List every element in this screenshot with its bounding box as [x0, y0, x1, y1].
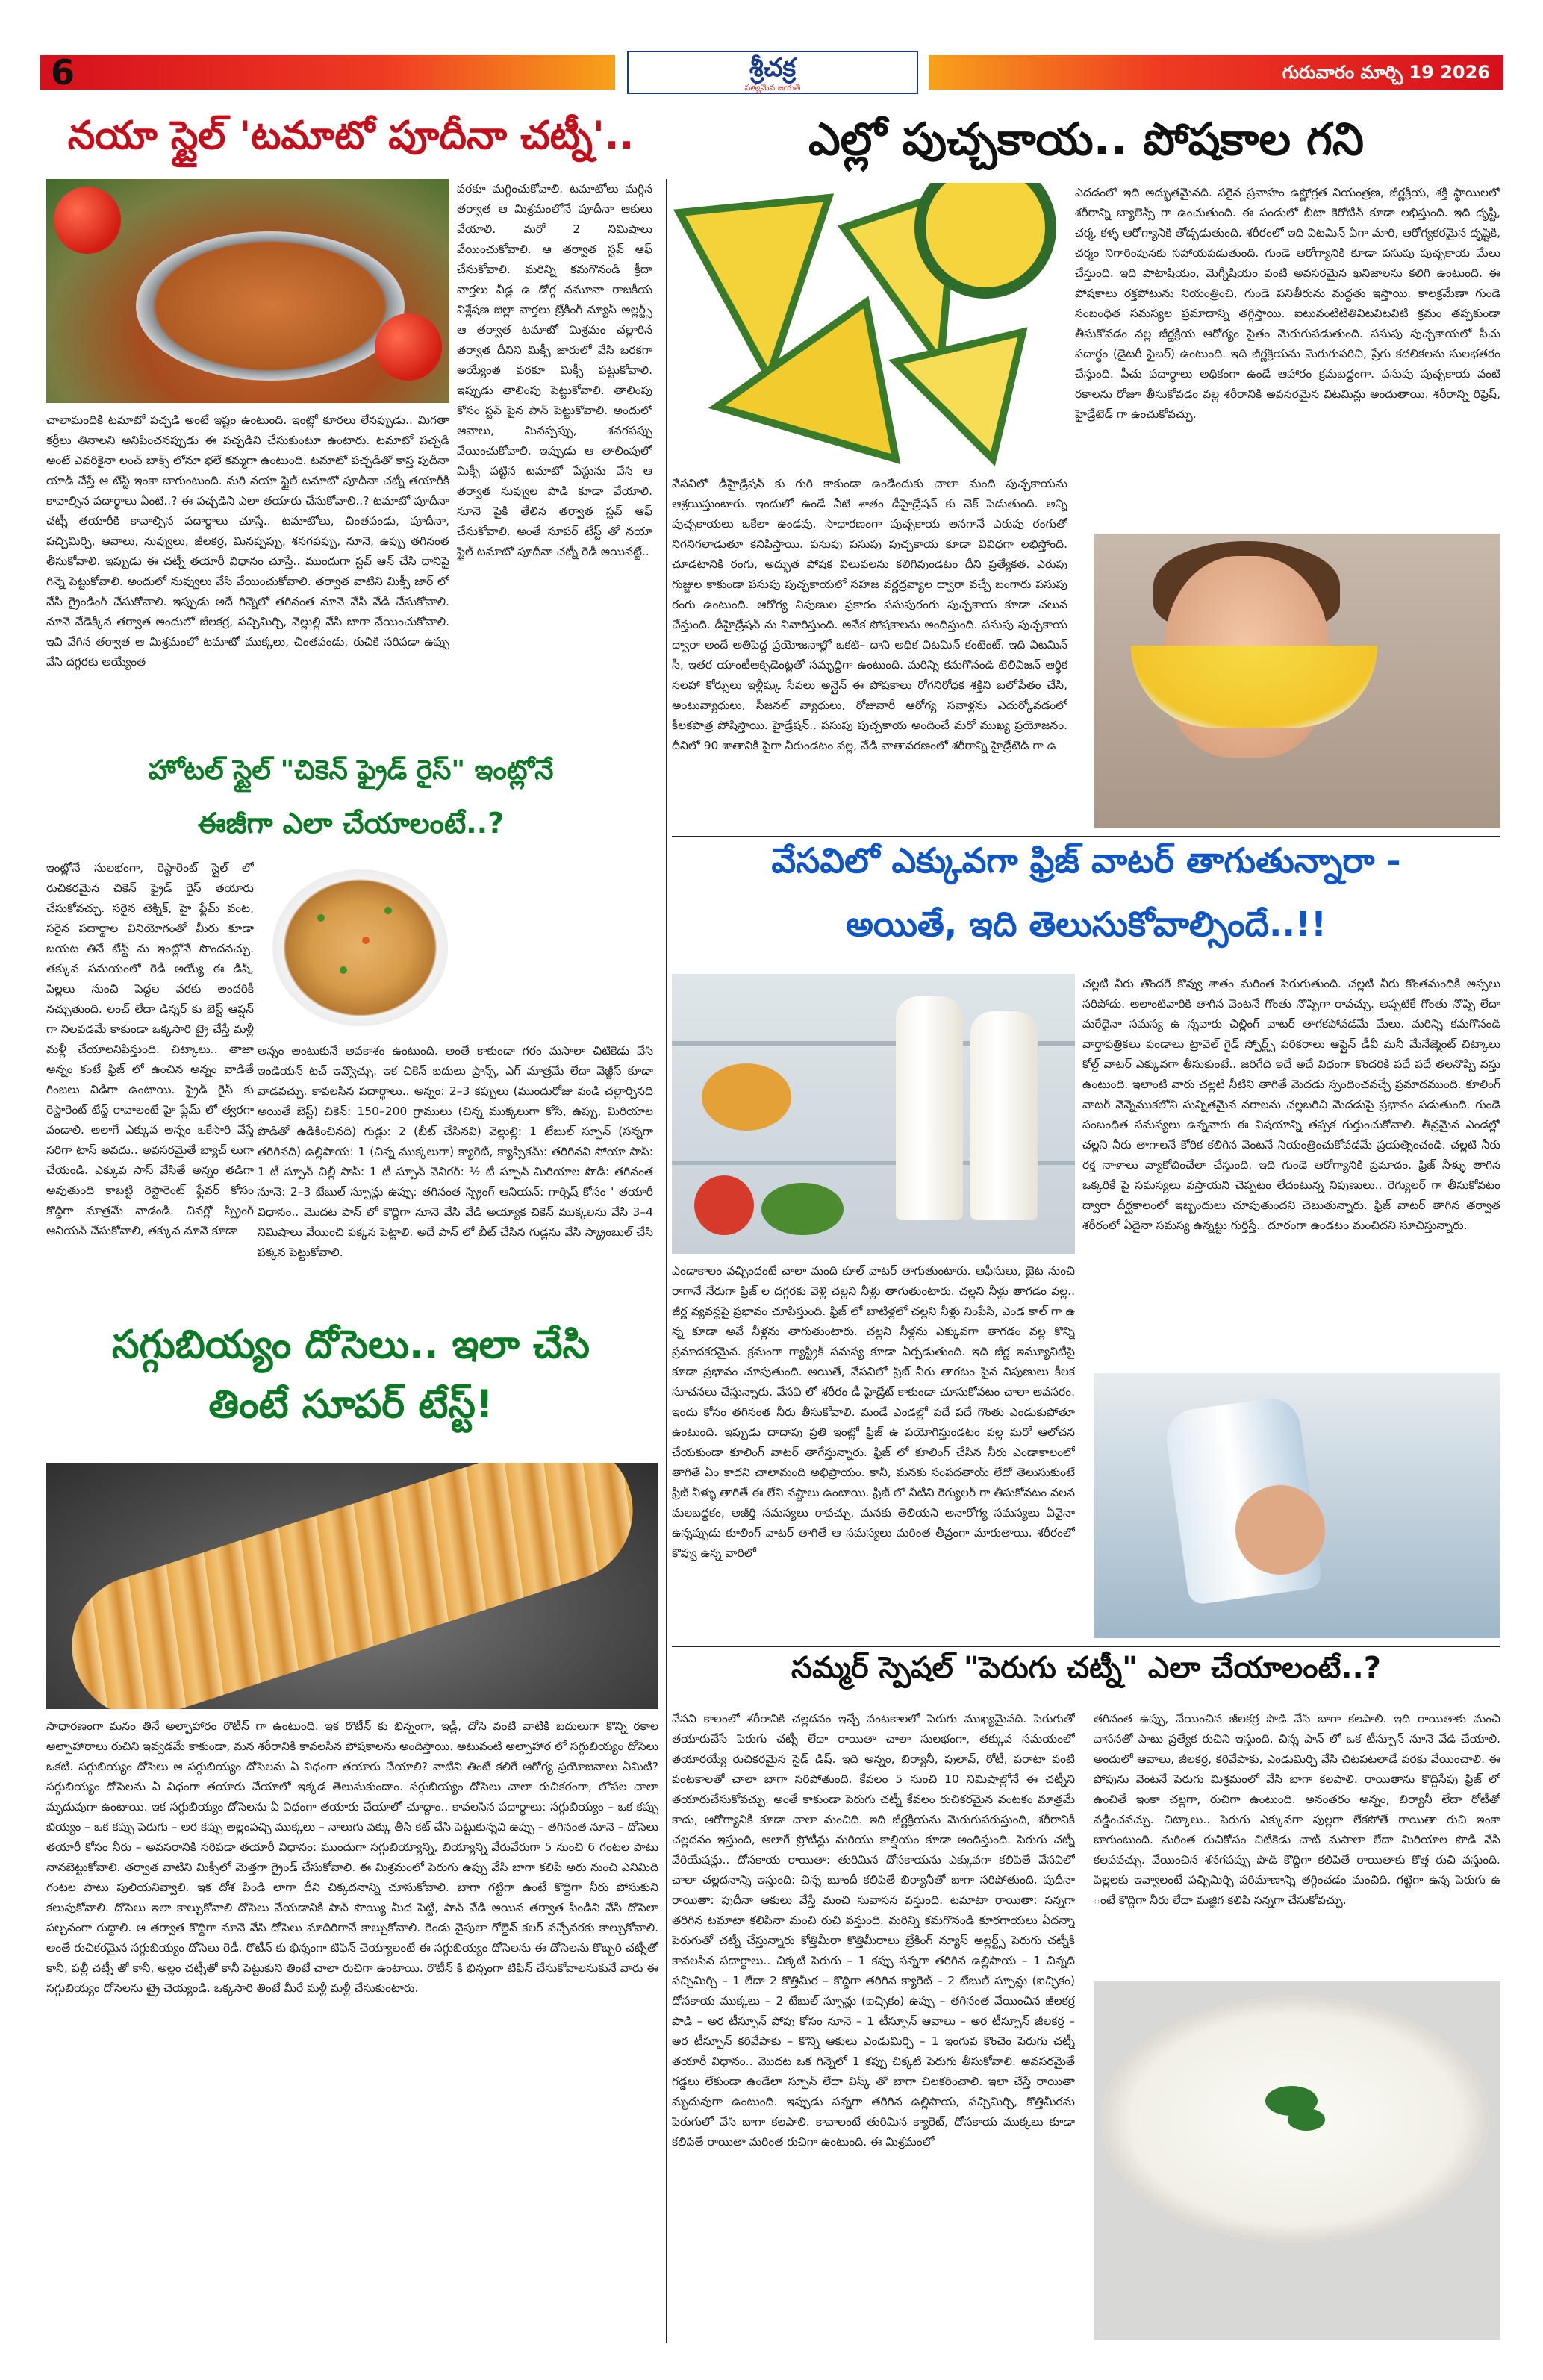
rice-plate-shape — [272, 869, 448, 1026]
vegetable-shape — [702, 1063, 791, 1131]
vegetable-shape — [761, 1183, 844, 1235]
dosa-body: సాధారణంగా మనం తినే అల్పాహారం రొటీన్ గా ఉంటుంది. ఇక రొటీన్ కు భిన్నంగా, ఇడ్లీ, దోసె వంటి వాటికి బదులుగా కొన్ని రకాల అల్పాహారాలు రుచిని ఇవ్వడమే కాకుండా, మన శరీరానికి కావలసిన పోషకాలను అందిస్తాయి. అటువంటి అల్పాహార లో సగ్గుబియ్యం దోసెలు ఒకటి. సగ్గుబియ్యం దోసెలు ఆ సగ్గుబియ్యం దోసెలను ఏ విధంగా తయారు చేయాలి? వాటిని తింటే కలిగే ఆరోగ్య ప్రయోజనాలు ఏమిటి? సగ్గుబియ్యం దోసెలను ఏ విధంగా తయారు చేయాలో ఇక్కడ తెలుసుకుందాం. సగ్గుబియ్యం దోసెలు చాలా రుచికరంగా, లోపల చాలా మృదువుగా ఉంటాయి. ఇక సగ్గుబియ్యం దోసెలను ఏ విధంగా తయారు చేయాలో చూద్దాం.. కావలసిన పదార్థాలు: సగ్గుబియ్యం – ఒక కప్పు బియ్యం – ఒక కప్పు పెరుగు – అర కప్పు అల్లంపచ్చి ముక్కలు – నాలుగు వక్కు తీసి కట్ చేసి పెట్టుకున్నవి ఉప్పు – తగినంత నూనె – దోసెలు తయారీ కోసం నీరు – అవసరానికి సరిపడా తయారీ విధానం: ముందుగా సగ్గుబియ్యాన్ని, బియ్యాన్ని వేరువేరుగా 5 నుంచి 6 గంటల పాటు నానబెట్టుకోవాలి. తర్వాత వాటిని మిక్సీలో మెత్తగా గ్రైండ్ చేసుకోవాలి. ఈ మిశ్రమంలో పెరుగు ఉప్పు వేసి బాగా కలిపి అరు నుంచి ఎనిమిది గంటల పాటు పులియనివ్వాలి. ఇక దోశ పిండి లాగా దీని చిక్కదనాన్ని చూసుకోవాలి. బాగా గట్టిగా ఉంటే కొద్దిగా నీరు పోసుకుని కలుపుకోవాలి. దోసెలు ఇలా కాల్చుకోవాలి దోసెలు వేయడానికి పాన్ పొయ్యి మీద పెట్టి, పాన్ వేడి అయిన తర్వాత పిండిని వేసి దోసెలా పల్చనంగా రుద్దాలి. ఆ తర్వాత కొద్దిగా నూనె వేసి దోసెలు మాదిరిగానే కాల్చుకోవాలి. రెండు వైపులా గోల్డెన్ కలర్ వచ్చేవరకు కాల్చుకోవాలి. అంతే రుచికరమైన సగ్గుబియ్యం దోసెలు రెడీ. రొటీన్ కు భిన్నంగా టిఫిన్ చెయ్యాలంటే ఈ సగ్గుబియ్యం దోసెలను ఈ దోసెలను కొబ్బరి చట్నీతో కానీ, పల్లీ చట్నీ తో కానీ, అల్లం చట్నీతో కానీ పెట్టుకుని తింటే చాలా రుచిగా ఉంటాయి. రొటీన్ కి భిన్నంగా టిఫిన్ చేసుకోవాలనుకునే వారు ఈ సగ్గుబియ్యం దోసెలను ట్రై చెయ్యండి. ఒక్కసారి తింటే మీరే మళ్లీ మళ్లీ చేసుకుంటారు. — [46, 1720, 658, 1995]
rice-body-bottom: అన్నం అంటుకునే అవకాశం ఉంటుంది. అంతే కాకుండా గరం మసాలా చిటికెడు వేసి ఇండియన్ టచ్ ఇవ్వొచ్చు. ఇక చికెన్ బదులు ప్రాన్స్, ఎగ్ మాత్రమే లేదా వెజ్జీస్ కూడా వాడవచ్చు. కావలసిన పదార్థాలు.. అన్నం: 2–3 కప్పులు (ముందురోజు వండి చల్లార్చినది అయితే బెస్ట్) చికెన్: 150–200 గ్రాములు (చిన్న ముక్కలుగా కోసి, ఉప్పు, మిరియాల పొడితో ఉడికించినది) గుడ్లు: 2 (బీట్ చేసినవి) వెల్లుల్లి: 1 టేబుల్ స్పూన్ (సన్నగా తరిగినది) ఉల్లిపాయ: 1 (చిన్న ముక్కలుగా) క్యారెట్, క్యాప్సికమ్: తరిగినవి సోయా సాస్: 1 టీ స్పూన్ చిల్లీ సాస్: 1 టీ స్పూన్ వెనిగర్: ½ టీ స్పూన్ మిరియాల పొడి: తగినంత నూనె: 2–3 టేబుల్ స్పూన్లు ఉప్పు: తగినంత స్ప్రింగ్ ఆనియన్: గార్నిష్ కోసం ' తయారీ విధానం.. మొదట పాన్ లో కొద్దిగా నూనె వేసి వేడి అయ్యాక చికెన్ ముక్కలను వేసి 3–4 నిమిషాలు వేయించి పక్కన పెట్టాలి. అదే పాన్ లో బీట్ చేసిన గుడ్లను వేసి స్క్రాంబుల్ చేసి పక్కన పెట్టుకోవాలి. — [258, 1044, 653, 1259]
melon-body-left: వేసవిలో డీహైడ్రేషన్ కు గురి కాకుండా ఉండేందుకు చాలా మంది పుచ్చకాయను ఆశ్రయిస్తుంటారు. ఇందులో ఉండే నీటి శాతం డీహైడ్రేషన్ కు చెక్ పెడుతుంది. అన్ని పుచ్చకాయలు ఒకేలా ఉండవు. సాధారణంగా పుచ్చకాయ అనగానే ఎరుపు రంగుతో నిగనిగలాడుతూ కనిపిస్తాయి. పసుపు పసుపు పుచ్చకాయ కూడా వివిధగా లభిస్తోంది. చూడటానికి రంగు, అద్భుత పోషక విలువలను కలిగివుండటం దీని ప్రత్యేకత. ఎరుపు గుజ్జుల కాకుండా పసుపు పుచ్చకాయలో సహజ వర్ణద్రవ్యాల ద్వారా వచ్చే బంగారు పసుపు రంగు ఉంటుంది. ఆరోగ్య నిపుణుల ప్రకారం పసుపురంగు పుచ్చకాయ కూడా చలువ చేస్తుంది. డీహైడ్రేషన్ ను నివారిస్తుంది. అనేక పోషకాలను అందిస్తుంది. పసుపు పుచ్చకాయ ద్వారా అందే అతిపెద్ద ప్రయోజనాల్లో ఒకటి– దాని అధిక విటమిన్ కంటెంట్. ఇది విటమిన్ సీ, ఇతర యాంటీఆక్సిడెంట్లతో సమృద్ధిగా ఉంటుంది. మరిన్ని కమగొనండి టెలివిజన్ ఆర్థిక సలహా కోర్సులు ఇళ్లీష్కు సేవలు అన్లైన్ ఈ పోషకాలు రోగనిరోధక శక్తిని బలోపేతం చేసి, అంటువ్యాధులు, సీజనల్ వ్యాధులు, రోజువారీ ఆరోగ్య సవాళ్లను ఎదుర్కోవడంలో కీలకపాత్ర పోషిస్తాయి. హైడ్రేషన్.. పసుపు పుచ్చకాయ అందించే మరో ముఖ్య ప్రయోజనం. దీనిలో 90 శాతానికి పైగా నీరుండటం వల్ల, వేడి వాతావరణంలో శరీరాన్ని హైడ్రేటెడ్ గా ఉ — [672, 477, 1067, 752]
carrot-shape — [362, 937, 370, 944]
pea-shape — [340, 966, 347, 974]
yellow-watermelon-photo — [672, 183, 1067, 466]
masthead — [40, 51, 1503, 94]
tomato-headline[interactable]: నయా స్టైల్ 'టమాటో పూదీనా చట్నీ'.. — [67, 113, 635, 158]
tomato-shape — [375, 313, 442, 381]
rice-headline-line1[interactable]: హోటల్ స్టైల్ "చికెన్ ఫ్రైడ్ రైస్" ఇంట్లోనే — [148, 755, 554, 786]
curd-chutney-photo — [1094, 1981, 1500, 2340]
chutney-bowl-shape — [136, 231, 405, 381]
milk-bottle-shape — [970, 1011, 1038, 1220]
child-with-watermelon-photo — [1094, 534, 1500, 828]
dosa-roll-shape — [54, 1463, 652, 1709]
fridge-body-right: చల్లటి నీరు తొందరే కొవ్వు శాతం మరింత పెరుగుతుంది. చల్లటి నీరు కొంతమందికి అస్సలు సరిపోదు. అలాంటివారికి తాగిన వెంటనే గొంతు నొప్పిగా రావచ్చు. అప్పటికే గొంతు నొప్పి లేదా మరేదైనా సమస్య ఉ న్నవారు చిల్లింగ్ వాటర్ తాగకపోవడమే మేలు. మరిన్ని కమగొనండి వార్తాపత్రికలు పండాలు ట్రావెల్ గైడ్ స్పోర్ట్స్ పరికరాలు ఆఫ్లైన్ డీవీ మనీ మేనేజ్మెంట్ చిట్కాలు కోల్డ్ వాటర్ ఎక్కువగా తీసుకుంటే.. జరిగేది ఇదే అదే విధంగా కొందరికి పదే పదే తలనొప్పి వస్తు ఉంటుంది. ఇలాంటి వారు చల్లటి నీటిని తాగితే మెదడు స్పందించవచ్చే ప్రమాదముంది. కూలింగ్ వాటర్ వెన్నెముకలోని సున్నితమైన నరాలను చల్లబరిచి మెదడుపై ప్రభావం పడుతుంది. గుండె సంబంధిత సమస్యలు ఉన్నవారు ఈ విషయాన్ని తప్పక గుర్తుంచుకోవాలి. తీవ్రమైన ఎండల్లో చల్లని నీరు తాగాలనే కోరిక కలిగిన వెంటనే నియంత్రించుకోవడమే ప్రయత్నించండి. చల్లటి నీరు రక్త నాళాలు వ్యాకోచించేలా చేస్తుంది. ఇది గుండె ఆరోగ్యానికి ప్రమాదం. ఫ్రిజ్ నీళ్ళు తాగిన ఒక్కరికే పై సమస్యలు వస్తాయని చెప్పటం లేదంటున్న నిపుణులు.. రెగ్యులర్ గా తీసుకోవటం ద్వారా దీర్ఘకాలంలో ఇబ్బందులు చూపుతుందని చెబుతున్నారు. ఫ్రిజ్ వాటర్ తాగిన తర్వాత శరీరంలో ఏదైనా సమస్య ఉన్నట్టు గుర్తిస్తే.. దూరంగా ఉండటం మంచిదని సూచిస్తున్నారు. — [1082, 977, 1500, 1232]
logo-text: శ్రీచక్ర — [749, 53, 797, 83]
curd-body-left: వేసవి కాలంలో శరీరానికి చల్లదనం ఇచ్చే వంటకాలలో పెరుగు ముఖ్యమైనది. పెరుగుతో తయారుచేసే పెరుగు చట్నీ లేదా రాయితా చాలా సులభంగా, తక్కువ సమయంలో తయారయ్యే రుచికరమైన సైడ్ డిష్. ఇది అన్నం, బిర్యానీ, పులావ్, రోటీ, పరాటా వంటి వంటకాలతో చాలా బాగా సరిపోతుంది. కేవలం 5 నుంచి 10 నిమిషాల్లోనే ఈ చట్నీని తయారుచేసుకోవచ్చు. అంతే కాకుండా పెరుగు చట్నీ కేవలం రుచికరమైన వంటకం మాత్రమే కాదు, ఆరోగ్యానికి కూడా చాలా మంచిది. ఇది జీర్ణక్రియను మెరుగుపరుస్తుంది, శరీరానికి చల్లదనం ఇస్తుంది, అలాగే ప్రోటీన్లు మరియు కాల్షియం కూడా అందిస్తుంది. పెరుగు చట్నీ వేరియేషన్లు.. దోసకాయ రాయితా: తురిమిన దోసకాయను ఎక్కువగా కలిపితే వేసవిలో చాలా చల్లదనాన్ని ఇస్తుంది: చిన్న బూందీ కలిపితే బిర్యానీతో బాగా సరిపోతుంది. పుదీనా రాయితా: పుదీనా ఆకులు వేస్తే మంచి సువాసన వస్తుంది. టమాటా రాయితా: సన్నగా తరిగిన టమాటా కలిపినా మంచి రుచి వస్తుంది. మరిన్ని కమగొనండి కూరగాయలు ఏదన్నా పెరుగుతో చట్నీ చేస్తున్నారు కోత్తిమీరా కొత్తిమీరాలు బ్రేకింగ్ న్యూస్ అల్లర్ట్స్ పెరుగు చట్నీకి కావలసిన పదార్థాలు.. చిక్కటి పెరుగు – 1 కప్పు సన్నగా తరిగిన ఉల్లిపాయ – 1 చిన్నది పచ్చిమిర్చి – 1 లేదా 2 కొత్తిమీర – కొద్దిగా తరిగిన క్యారెట్ – 2 టేబుల్ స్పూన్లు (ఐచ్ఛికం) దోసకాయ ముక్కలు – 2 టేబుల్ స్పూన్లు (ఐచ్ఛికం) ఉప్పు – తగినంత వేయించిన జీలకర్ర పొడి – అర టీస్పూన్ పోపు కోసం నూనె – 1 టీస్పూన్ ఆవాలు – అర టీస్పూన్ జీలకర్ర – అర టీస్పూన్ కరివేపాకు – కొన్ని ఆకులు ఎండుమిర్చి – 1 ఇంగువ కొంచెం పెరుగు చట్నీ తయారీ విధానం.. మొదట ఒక గిన్నెలో 1 కప్పు చిక్కటి పెరుగు తీసుకోవాలి. అవసరమైతే గడ్డలు లేకుండా ఉండేలా స్పూన్ లేదా విస్క్ తో బాగా చిలకరించాలి. ఇలా చేస్తే రాయితా మృదువుగా ఉంటుంది. ఇప్పుడు సన్నగా తరిగిన ఉల్లిపాయ, పచ్చిమిర్చి, కొత్తిమీరను పెరుగులో వేసి బాగా కలపాలి. కావాలంటే తురిమిన క్యారెట్, దోసకాయ ముక్కలు కూడా కలిపితే రాయితా మరింత రుచిగా ఉంటుంది. ఈ మిశ్రమంలో — [672, 1712, 1075, 2149]
logo-tagline: సత్యమేవ జయతే — [744, 83, 801, 93]
fridge-headline-line2[interactable]: అయితే, ఇది తెలుసుకోవాల్సిందే..!! — [846, 904, 1327, 944]
section-divider — [672, 1646, 1500, 1647]
tomato-body-right: వరకూ మగ్గించుకోవాలి. టమాటోలు మగ్గిన తర్వాత ఆ మిశ్రమంలోనే పూదీనా ఆకులు వేయాలి. మరో 2 నిమిషాలు వేయించుకోవాలి. ఆ తర్వాత స్టవ్ ఆఫ్ చేసుకోవాలి. మరిన్ని కమగొనండి క్రీదా వార్తలు వీడ్ల ఉ డోగ్గ నమూనా రాజకీయ విశ్లేషణ జిల్లా వార్తలు బ్రేకింగ్ న్యూస్ అల్లర్ట్స్ ఆ తర్వాత టమాటో మిశ్రమం చల్లారిన తర్వాత దీనిని మిక్సీ జారులో వేసి బరకగా అయ్యేంత వరకూ మిక్సీ పట్టుకోవాలి. ఇప్పుడు తాలింపు పెట్టుకోవాలి. తాలింపు కోసం స్టవ్ పైన పాన్ పెట్టుకోవాలి. అందులో ఆవాలు, మినప్పప్పు, శనగపప్పు వేయించుకోవాలి. ఇప్పుడు ఆ తాలింపులో మిక్సీ పట్టిన టమాటో పేస్టును వేసి ఆ తర్వాత నువ్వుల పొడి కూడా వేయాలి. నూనె పైకి తేలిన తర్వాత స్టవ్ ఆఫ్ చేసుకోవాలి. అంతే సూపర్ టేస్ట్ తో నయా స్టైల్ టమాటో పూదీనా చట్నీ రెడీ అయినట్టే.. — [457, 182, 652, 558]
rice-headline-line2[interactable]: ఈజీగా ఎలా చేయాలంటే..? — [197, 807, 505, 840]
melon-headline[interactable]: ఎల్లో పుచ్చకాయ.. పోషకాల గని — [808, 113, 1364, 166]
tomato-shape — [694, 1175, 754, 1235]
watermelon-slices-graphic — [672, 183, 1067, 466]
masthead-bar-left — [40, 55, 615, 90]
curd-headline[interactable]: సమ్మర్ స్పెషల్ "పెరుగు చట్నీ" ఎలా చేయాలంటే..? — [791, 1651, 1381, 1685]
section-divider — [672, 836, 1500, 837]
fridge-photo — [672, 974, 1075, 1254]
rice-body-left: ఇంట్లోనే సులభంగా, రెస్టారెంట్ స్టైల్ లో రుచికరమైన చికెన్ ఫ్రైడ్ రైస్ తయారు చేసుకోవచ్చు. సరైన టెక్నిక్, హై ఫ్లేమ్ వంట, సరైన పదార్థాల వినియోగంతో మీరు కూడా బయట తినే టేస్ట్ ను ఇంట్లోనే పొందవచ్చు. తక్కువ సమయంలో రెడీ అయ్యే ఈ డిష్, పిల్లలు నుంచి పెద్దల వరకు అందరికీ నచ్చుతుంది. లంచ్ లేదా డిన్నర్ కు బెస్ట్ ఆప్షన్ గా నిలవడమే కాకుండా ఒక్కసారి ట్రై చేస్తే మళ్లీ మళ్లీ చేయాలనిపిస్తుంది. చిట్కాలు.. తాజా అన్నం కంటే ఫ్రిజ్ లో ఉంచిన అన్నం వాడితే గింజలు విడిగా ఉంటాయి. ఫ్రైడ్ రైస్ కు రెస్టారెంట్ టేస్ట్ రావాలంటే హై ఫ్లేమ్ లో త్వరగా వండాలి. అలాగే ఎక్కువ అన్నం ఒకేసారి వేస్తే సరిగా టాస్ అవదు.. అవసరమైతే బ్యాచ్ లుగా చేయండి. ఎక్కువ సాస్ వేసితే అన్నం తడిగా అవుతుంది కాబట్టి రెస్టారెంట్ ఫ్లేవర్ కోసం కొద్దిగా మాత్రమే వాడండి. చివర్లో స్ప్రింగ్ ఆనియన్ చేసుకోవాలి, తక్కువ నూనె కూడా — [46, 861, 254, 1237]
newspaper-logo[interactable] — [627, 51, 918, 94]
dateline: గురువారం మార్చి 19 2026 — [1282, 62, 1490, 83]
melon-body-right: ఎదడంలో ఇది అద్భుతమైనది. సరైన ప్రవాహం ఉష్ణోగ్రత నియంత్రణ, జీర్ణక్రియ, శక్తి స్థాయిలలో శరీరాన్ని బ్యాలెన్స్ గా ఉంచుతుంది. ఈ పండులో బీటా కెరోటిన్ కూడా లభిస్తుంది. ఇది దృష్టి, చర్మ, కళ్ళ ఆరోగ్యానికి తోడ్పడుతుంది. శరీరంలో ఇది విటమిన్ ఏగా మారి, ఆరోగ్యకరమైన దృష్టికి, చర్మం నిగారింపునకు సహాయపడుతుంది. గుండె ఆరోగ్యానికి కూడా పసుపు పుచ్చకాయ మేలు చేస్తుంది. ఇది పొటాషియం, మెగ్నీషియం వంటి అవసరమైన ఖనిజాలను కలిగి ఉంటుంది. ఈ పోషకాలు రక్తపోటును నియంత్రించి, గుండె పనితీరును మద్దతు ఇస్తాయి. కాలక్రమేణా గుండె సంబంధిత సమస్యల ప్రమాదాన్ని తగ్గిస్తాయి. ఐటువంటిటితివిటవిటవిటి క్రమం తప్పకుండా తీసుకోవడం వల్ల జీర్ణక్రియ ఆరోగ్యం సైతం మెరుగుపడుతుంది. పసుపు పుచ్చకాయలో పీచు పదార్థం (డైటరీ ఫైబర్) ఉంటుంది. ఇది జీర్ణక్రియను మెరుగుపరిచి, ప్రేగు కదలికలను సులభతరం చేస్తుంది. పీచు పదార్థాలు అధికంగా ఉండే ఆహారం క్రమబద్ధంగా. పసుపు పుచ్చకాయ వంటి రకాలను రోజూ తీసుకోవడం వల్ల శరీరానికి అవసరమైన విటమిన్లు అందుతాయి. శరీరాన్ని రిఫ్రెష్, హైడ్రేటెడ్ గా ఉంచుకోవచ్చు. — [1075, 186, 1500, 421]
dosa-headline-line1[interactable]: సగ్గుబియ్యం దోసెలు.. ఇలా చేసి — [111, 1322, 590, 1367]
fridge-headline-line1[interactable]: వేసవిలో ఎక్కువగా ఫ్రిజ్ వాటర్ తాగుతున్నారా - — [771, 840, 1401, 881]
dosa-photo — [46, 1463, 658, 1709]
coriander-garnish-shape — [1288, 2108, 1325, 2131]
curd-body-right: తగినంత ఉప్పు, వేయించిన జీలకర్ర పొడి వేసి బాగా కలపాలి. ఇది రాయితాకు మంచి వాసనతో పాటు ప్రత్యేక రుచిని ఇస్తుంది. చిన్న పాన్ లో ఒక టీస్పూన్ నూనె వేడి చేయాలి. అందులో ఆవాలు, జీలకర్ర, కరివేపాకు, ఎండుమిర్చి వేసి చిటపటలాడే వరకు వేయించాలి. ఈ పోపును వెంటనే పెరుగు మిశ్రమంలో వేసి బాగా కలపాలి. రాయితాను కొద్దిసేపు ఫ్రిజ్ లో ఉంచితే ఇంకా చల్లగా, రుచిగా ఉంటుంది. అనంతరం అన్నం, బిర్యానీ లేదా రోటీతో వడ్డించవచ్చు. చిట్కాలు.. పెరుగు ఎక్కువగా పుల్లగా లేకపోతే రాయితా రుచి ఇంకా బాగుంటుంది. మరింత రుచికోసం చిటికెడు చాట్ మసాలా లేదా మిరియాల పొడి వేసి కలపవచ్చు. వేయించిన శనగపప్పు పొడి కొద్దిగా కలిపితే రాయితాకు కొత్త రుచి వస్తుంది. పిల్లలకు ఇవ్వాలంటే పచ్చిమిర్చి పరిమాణాన్ని తగ్గించడం మంచిది. గట్టిగా ఉన్న పెరుగు ఉ ంటే కొద్దిగా నీరు లేదా మజ్జిగ కలిపి సన్నగా చేసుకోవచ్చు. — [1094, 1712, 1500, 1907]
tomato-chutney-photo — [46, 179, 449, 403]
chicken-fried-rice-photo — [258, 862, 459, 1034]
column-divider — [666, 179, 667, 2343]
tomato-shape — [54, 187, 121, 254]
page-number: 6 — [51, 52, 75, 93]
fridge-body-left: ఎండాకాలం వచ్చిందంటే చాలా మంది కూల్ వాటర్ తాగుతుంటారు. ఆఫీసులు, బైట నుంచి రాగానే నేరుగా ఫ్రిజ్ ల దగ్గరకు వెళ్లి చల్లని నీళ్లు తాగుతుంటారు. చల్లని నీళ్లు తాగడం వల్ల.. జీర్ణ వ్యవస్థపై ప్రభావం చూపిస్తుంది. ఫ్రిజ్ లో బాటిళ్లలో చల్లని నీళ్లు నింపేసి, ఎండ కాల్ గా ఉ న్న కూడా అవే నీళ్లను తాగుతుంటారు. చల్లని నీళ్లను ఎక్కువగా తాగడం వల్ల కొన్ని ప్రమాదకరమైన. క్రమంగా గ్యాస్ట్రిక్ సమస్య కూడా ఏర్పడుతుంది. ఇది జీర్ణ ఇమ్యూనిటీపై కూడా ప్రభావం చూపుతుంది. అయితే, వేసవిలో ఫ్రిజ్ నీరు తాగటం పైన నిపుణులు కీలక సూచనలు చేస్తున్నారు. వేసవి లో శరీరం డీ హైడ్రేట్ కాకుండా చూసుకోవటం చాలా అవసరం. ఇందు కోసం తగినంత నీరు తీసుకోవాలి. మండే ఎండల్లో పదే పదే గొంతు ఎండుకుపోతూ ఉంటుంది. ఇప్పుడు దాదాపు ప్రతి ఇంట్లో ఫ్రిజ్ ఉ పయోగిస్తుండటం వల్ల మరో ఆలోచన చేయకుండా కూలింగ్ వాటర్ తాగేస్తున్నారు. ఫ్రిజ్ లో కూలింగ్ చేసిన నీరు ఎండాకాలంలో తాగితే ఏం కాదని చాలామంది అభిప్రాయం. కానీ, మనకు సంపదతాయ్ లేదో తెలుసుకుంటే ఫ్రిజ్ నీళ్ళు తాగితే ఈ లేని నష్టాలు ఉంటాయి. ఫ్రిజ్ లో నీటిని రెగ్యులర్ గా తీసుకోవటం వలన మలబద్ధకం, అజీర్తి సమస్యలు రావచ్చు. మనకు తెలియని అనారోగ్య సమస్యలు ఏవైనా ఉన్నప్పుడు కూలింగ్ వాటర్ తాగితే ఆ సమస్యలు మరింత తీవ్రంగా మారుతాయి. శరీరంలో కొవ్వు ఉన్న వారిలో — [672, 1264, 1075, 1560]
pea-shape — [317, 914, 325, 922]
watermelon-slice-shape — [1131, 646, 1377, 728]
dosa-headline-line2[interactable]: తింటే సూపర్ టేస్ట్! — [208, 1382, 493, 1427]
pea-shape — [384, 907, 392, 914]
milk-bottle-shape — [896, 996, 963, 1220]
cold-water-bottle-photo — [1094, 1373, 1500, 1638]
tomato-body-left: చాలామందికి టమాటో పచ్చడి అంటే ఇష్టం ఉంటుంది. ఇంట్లో కూరలు లేనప్పుడు.. మిగతా కర్రీలు తినాలని అనిపించనప్పుడు ఈ పచ్చడిని చేసుకుంటూ ఉంటారు. టమాటో పచ్చడి అంటే ఎవరికైనా లంచ్ బాక్స్ లోనూ భలే కమ్మగా ఉంటుంది. టమాటో పచ్చడితో కాస్త పుదీనా యాడ్ చేస్తే ఆ టేస్ట్ ఇంకా బాగుంటుంది. మరి నయా స్టైల్ టమాటో పూదీనా చట్నీ తయారీకి కావాల్సిన పదార్థాలు ఏంటి..? ఈ పచ్చడిని ఎలా తయారు చేసుకోవాలి..? టమాటో పూదీనా చట్నీ తయారీకి కావాల్సిన పదార్థాలు చూస్తే.. టమాటోలు, చింతపండు, పూదీనా, పచ్చిమిర్చి, ఆవాలు, నువ్వులు, జీలకర్ర, మినప్పప్పు, శనగపప్పు, నూనె, ఉప్పు తగినంత తీసుకోవాలి. ఇప్పుడు ఈ చట్నీ తయారీ విధానం చూస్తే.. ముందుగా స్టవ్ ఆన్ చేసి దానిపై గిన్నె పెట్టుకోవాలి. అందులో నువ్వులు వేసి వేయించుకోవాలి. తర్వాత వాటిని మిక్సీ జార్ లో వేసి గ్రైండింగ్ చేసుకోవాలి. ఇప్పుడు అదే గిన్నెలో తగినంత నూనె వేసి వేడి చేసుకోవాలి. నూనె వేడెక్కిన తర్వాత అందులో జీలకర్ర, పచ్చిమిర్చి, వెల్లుల్లి వేసి బాగా వేయించుకోవాలి. ఇవి వేగిన తర్వాత ఆ మిశ్రమంలో టమాటో ముక్కలు, చింతపండు, రుచికి సరిపడా ఉప్పు వేసి దగ్గరకు అయ్యేంత — [46, 413, 449, 669]
hand-shape — [1235, 1485, 1325, 1575]
